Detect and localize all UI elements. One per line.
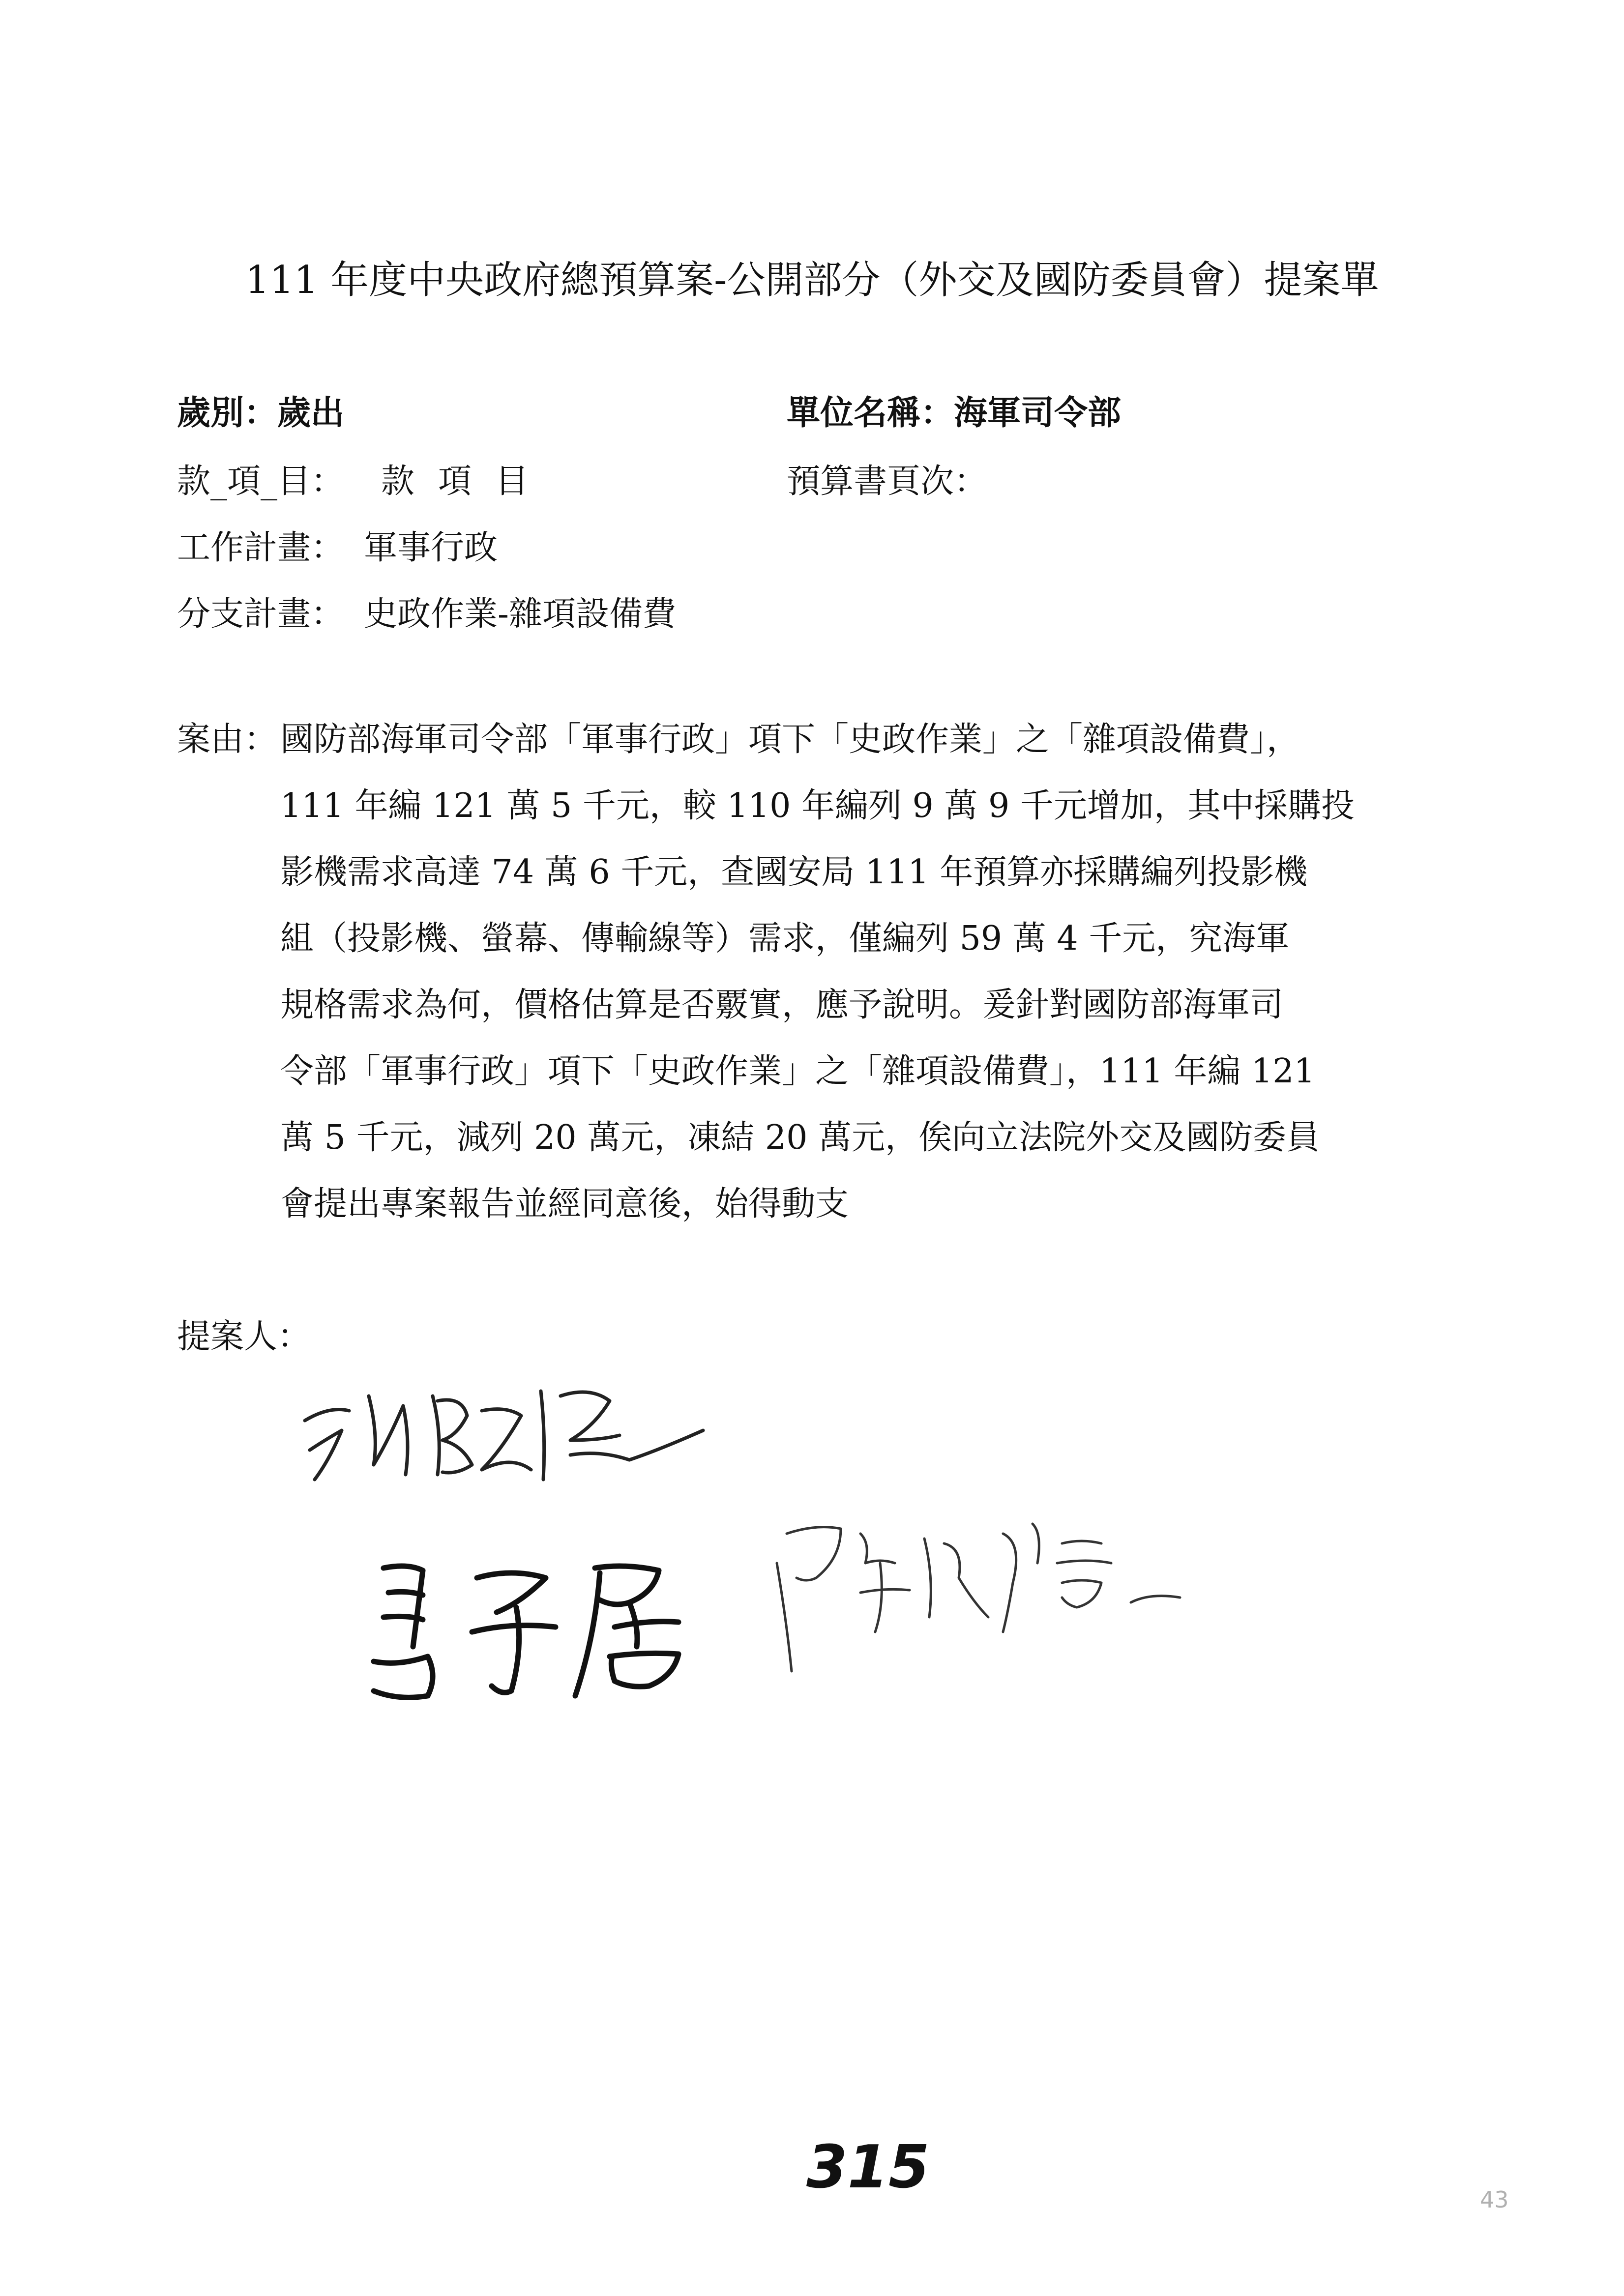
work-plan-label: 工作計畫： xyxy=(177,528,345,567)
unit-field xyxy=(787,388,1121,437)
reason-line: 111 年編 121 萬 5 千元，較 110 年編列 9 萬 9 千元增加，其中採購投 xyxy=(280,786,1355,825)
category-value: 歲出 xyxy=(277,393,345,433)
item-field xyxy=(177,457,552,506)
unit-value: 海軍司令部 xyxy=(954,393,1122,433)
signature-3 xyxy=(757,1504,1210,1681)
reason-line: 規格需求為何，價格估算是否覈實，應予說明。爰針對國防部海軍司 xyxy=(280,986,1284,1024)
page-number: 315 xyxy=(806,2133,930,2202)
work-plan-value: 軍事行政 xyxy=(364,528,498,567)
unit-label: 單位名稱： xyxy=(787,393,954,433)
reason-line: 影機需求高達 74 萬 6 千元，查國安局 111 年預算亦採購編列投影機 xyxy=(280,853,1308,892)
corner-number: 43 xyxy=(1480,2186,1509,2213)
proposer-label: 提案人： xyxy=(177,1317,311,1356)
reason-label: 案由： xyxy=(177,720,278,759)
sub-plan-field xyxy=(177,590,676,639)
reason-line: 組（投影機、螢幕、傳輸線等）需求，僅編列 59 萬 4 千元，究海軍 xyxy=(280,919,1290,958)
item-value: 款項目 xyxy=(381,462,553,501)
category-field xyxy=(177,388,344,437)
reason-line: 萬 5 千元，減列 20 萬元，凍結 20 萬元，俟向立法院外交及國防委員 xyxy=(280,1118,1320,1157)
reason-line: 國防部海軍司令部「軍事行政」項下「史政作業」之「雜項設備費」， xyxy=(280,720,1300,759)
budget-page-field xyxy=(787,457,987,506)
budget-page-label: 預算書頁次： xyxy=(787,462,988,501)
reason-line: 令部「軍事行政」項下「史政作業」之「雜項設備費」，111 年編 121 xyxy=(280,1052,1315,1091)
document-title: 111 年度中央政府總預算案-公開部分（外交及國防委員會）提案單 xyxy=(245,258,1379,302)
sub-plan-label: 分支計畫： xyxy=(177,595,345,634)
sub-plan-value: 史政作業-雜項設備費 xyxy=(364,595,676,634)
reason-line: 會提出專案報告並經同意後，始得動支 xyxy=(280,1185,849,1223)
category-label: 歲別： xyxy=(177,393,278,433)
signature-1 xyxy=(295,1366,738,1494)
signature-2 xyxy=(354,1548,728,1711)
item-label: 款_項_目： xyxy=(177,462,345,501)
work-plan-field xyxy=(177,523,498,573)
